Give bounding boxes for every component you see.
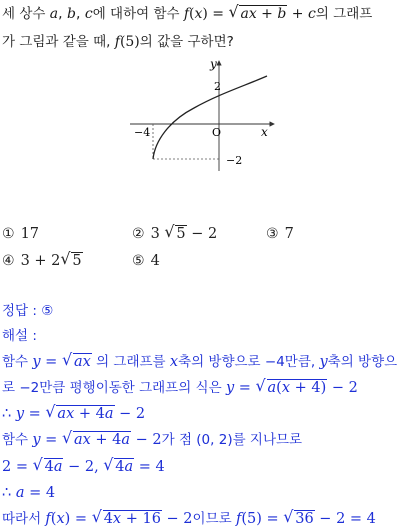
problem-line-1: 세 상수 a, b, c에 대하여 함수 f(x) = √ ax + b + c의 그래프	[2, 4, 372, 24]
solution-text: 함수	[2, 354, 33, 370]
tick-label-2: 2	[214, 80, 221, 93]
choice-number: ①	[2, 226, 15, 242]
choice-2[interactable]	[132, 224, 217, 244]
choice-number: ④	[2, 253, 15, 269]
solution-line-5: ∴ y = √ ax + 4a − 2	[2, 404, 145, 424]
problem-text: 세 상수	[2, 6, 50, 22]
choice-value: 17	[20, 226, 40, 242]
solution-line-9: 따라서 f(x) = √ 4x + 16 − 2이므로 f(5) = √ 36 − 2 = 4	[2, 509, 376, 529]
problem-text: 가 그림과 같을 때,	[2, 34, 115, 50]
solution-text: 축의 방향으	[327, 354, 398, 370]
solution-heading: 해설 :	[2, 328, 37, 344]
choice-4[interactable]	[2, 251, 83, 271]
solution-text: 의 그래프를	[91, 354, 170, 370]
solution-line-7: 2 = √ 4a − 2, √ 4a = 4	[2, 457, 165, 477]
choice-value: 4	[150, 253, 160, 269]
choice-1[interactable]	[2, 224, 39, 244]
choice-radicand: 5	[176, 226, 186, 242]
choice-value: 3 + 2	[20, 253, 61, 269]
solution-text: 로 −2만큼 평행이동한 그래프의 식은	[2, 380, 226, 396]
tick-label-neg4: −4	[134, 126, 151, 139]
solution-text: 이므로	[192, 511, 236, 527]
solution-line-6: 함수 y = √ ax + 4a − 2가 점 (0, 2)를 지나므로	[2, 430, 302, 450]
choice-value: 7	[284, 226, 294, 242]
solution-text: 함수	[2, 432, 33, 448]
answer-line: 정답 : ⑤	[2, 303, 54, 319]
choice-value: 3	[150, 226, 160, 242]
choice-5[interactable]	[132, 251, 160, 271]
origin-label: O	[212, 126, 222, 139]
x-axis-label: x	[261, 125, 268, 139]
problem-text: 의 값을 구하면?	[139, 34, 234, 50]
choice-radicand: 5	[72, 253, 82, 269]
problem-text: 에 대하여 함수	[92, 6, 184, 22]
choice-value: − 2	[191, 226, 218, 242]
curve	[153, 76, 267, 159]
choice-number: ③	[266, 226, 279, 242]
choice-3[interactable]	[266, 224, 294, 244]
problem-text: 의 그래프	[315, 6, 373, 22]
problem-line-2: 가 그림과 같을 때, f(5)의 값을 구하면?	[2, 34, 234, 50]
solution-text: 따라서	[2, 511, 46, 527]
tick-label-neg2: −2	[226, 154, 243, 167]
solution-line-8: ∴ a = 4	[2, 485, 56, 501]
solution-line-3: 함수 y = √ ax 의 그래프를 x축의 방향으로 −4만큼, y축의 방향으	[2, 352, 397, 372]
function-graph	[124, 56, 284, 176]
solution-text: 가 점 (0, 2)를 지나므로	[161, 432, 303, 448]
choice-number: ⑤	[132, 253, 145, 269]
solution-line-4: 로 −2만큼 평행이동한 그래프의 식은 y = √ a(x + 4) − 2	[2, 378, 358, 398]
y-axis-label: y	[210, 57, 217, 71]
choice-number: ②	[132, 226, 145, 242]
solution-text: 축의 방향으로 −4만큼,	[178, 354, 320, 370]
